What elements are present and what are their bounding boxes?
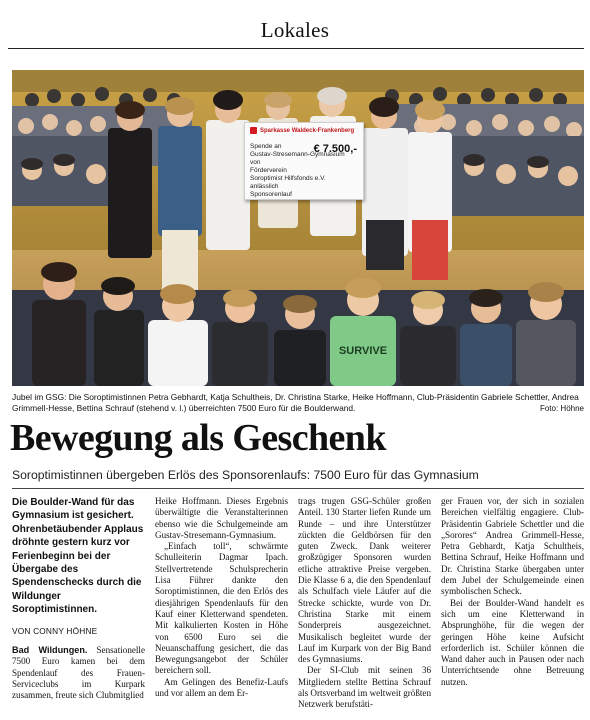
check-bank-name: Sparkasse Waldeck-Frankenberg [260, 127, 355, 134]
section-title: Lokales [260, 18, 330, 42]
crowd-photo-illustration [12, 70, 584, 386]
column-4 [441, 496, 584, 688]
photo-credit: Foto: Höhne [539, 404, 584, 413]
check-bank-row [250, 127, 358, 134]
column-1-body [12, 645, 145, 701]
photo-caption [12, 392, 584, 414]
article-byline: VON CONNY HÖHNE [12, 625, 98, 636]
check-line-4: Förderverein [250, 167, 287, 174]
column-2 [155, 496, 288, 699]
article-subheadline: Soroptimistinnen übergeben Erlös des Sponsorenlaufs: 7500 Euro für das Gymnasium [12, 468, 479, 482]
section-divider [8, 48, 584, 49]
shirt-text: SURVIVE [338, 345, 388, 357]
column-3-paragraph-1: trags trugen GSG-Schüler großen Anteil. 130 Starter liefen Runde um Runde – und ihre Unterstützer zückten die Geldbörsen für den guten Zweck. Dank weiterer großzügiger Sponsoren wurden etliche attraktive Preise vergeben. Die Klasse 6 a, die den Spendenlauf als Schulfach viele Läufer auf die Strecke schickte, wurde von Dr. Christina Starke mit einem Sonderpreis ausgezeichnet. Musikalisch begleitet wurde der Lauf im Kurpark von der Big Band des Gymnasiums. [298, 496, 431, 665]
check-line-5: Soroptimist Hilfsfonds e.V. [250, 175, 326, 182]
donation-check [244, 122, 364, 200]
headline-divider [12, 488, 584, 489]
column-1 [12, 496, 145, 701]
column-1-text: Sensationelle 7500 Euro kamen bei dem Spendenlauf des Frauen-Serviceclubs im Kurpark zusammen, freute sich Clubmitglied [12, 644, 145, 701]
article-photo [12, 70, 584, 386]
check-line-2: Gustav-Stresemann-Gymnasium [250, 151, 345, 158]
article-dateline: Bad Wildungen. [12, 644, 88, 655]
article-teaser: Die Boulder-Wand für das Gymnasium ist gesichert. Ohrenbetäubender Applaus dröhnte gestern kurz vor Ferienbeginn bei der Übergabe des Spendenschecks durch die Wildunger Soroptimistinnen. [12, 497, 144, 616]
check-line-1: Spende an [250, 143, 282, 150]
check-line-6: anlässlich [250, 183, 279, 190]
article-headline: Bewegung als Geschenk [10, 417, 386, 459]
column-3 [298, 496, 431, 711]
column-4-paragraph-1: ger Frauen vor, der sich in sozialen Bereichen vielfältig engagiere. Club-Präsidentin Gabriele Schettler und die „Sorores“ Andrea Grimmell-Hesse, Petra Gebhardt, Katja Schultheis, Bettina Schrauf, Heike Hoffmann und Dr. Christina Starke übergaben unter dem Jubel der Schulgemeinde einen symbolischen Scheck. [441, 496, 584, 597]
column-2-paragraph-1: Heike Hoffmann. Dieses Ergebnis überwältigte die Veranstalterinnen ebenso wie die Schulgemeinde am Gustav-Stresemann-Gymnasium. [155, 496, 288, 540]
photo-caption-text: Jubel im GSG: Die Soroptimistinnen Petra Gebhardt, Katja Schultheis, Dr. Christina Starke, Heike Hoffmann, Club-Präsidentin Gabriele Schettler, Andrea Grimmell-Hesse, Bettina Schrauf (stehend v. l.) überreichten 7500 Euro für die Boulderwand. [12, 392, 579, 413]
column-4-paragraph-2: Bei der Boulder-Wand handelt es sich um eine Kletterwand in Absprunghöhe, für die wegen der geringen Höhe keine Aufsicht erforderlich ist. Schüler können die Wand daher auch in Pausen oder nach Unterrichtsende ohne Betreuung nutzen. [441, 597, 584, 687]
check-line-3: von [250, 159, 261, 166]
check-line-7: Sponsorenlauf [250, 191, 292, 198]
sparkasse-logo-icon [250, 127, 257, 134]
column-2-paragraph-3: Am Gelingen des Benefiz-Laufs und vor allem an dem Er- [155, 676, 288, 699]
check-amount: € 7.500,- [313, 143, 357, 155]
column-3-paragraph-2: Der SI-Club mit seinen 36 Mitgliedern stellte Bettina Schrauf als Ortsverband im weltweit größten Netzwerk berufstäti- [298, 665, 431, 710]
column-2-paragraph-2: „Einfach toll“, schwärmte Schulleiterin Dagmar Ipach. Stellvertretende Schulsprecherin Lisa Führer dankte den Soroptimistinnen, die den Erlös des diesjährigen Spendenlaufs für den Kauf einer Kletterwand spendeten. Mit kalkulierten Kosten in Höhe von 6500 Euro sei die Neuanschaffung gesichert, die das Bewegungsangebot der Schüler bereichern soll. [155, 541, 288, 676]
